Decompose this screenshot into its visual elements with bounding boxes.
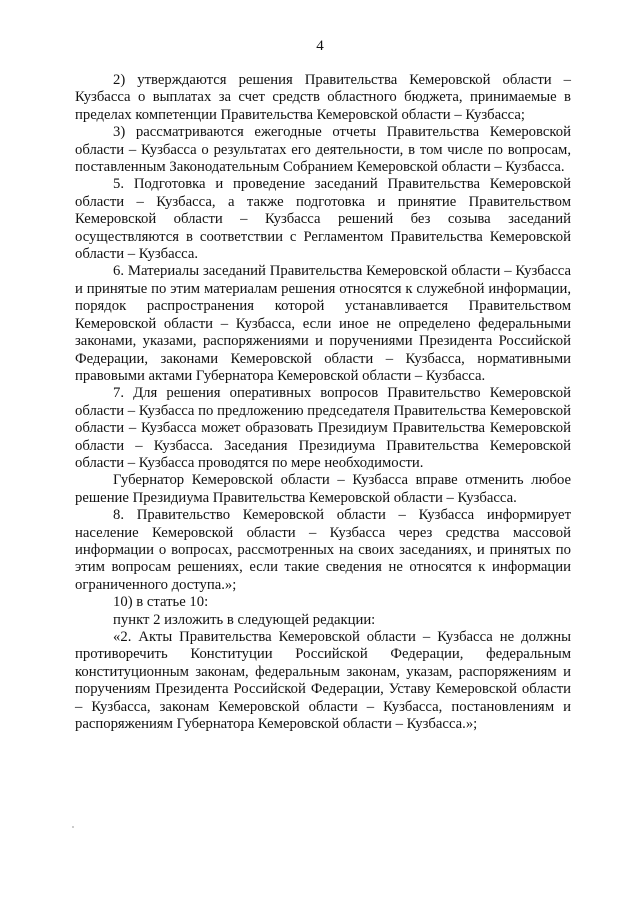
paragraph-item-10: 10) в статье 10: (113, 594, 209, 611)
paragraph-item-2: 2) утверждаются решения Правительства Кемеровской области – Кузбасса о выплатах за счет средств областного бюджета, принимаемые в пределах компетенции Правительства Кемеровской области – Кузбасса; (75, 72, 571, 123)
paragraph-clause-6: 6. Материалы заседаний Правительства Кемеровской области – Кузбасса и принятые по этим материалам решения относятся к служебной информации, порядок распространения которой устанавливается Правительством Кемеровской области – Кузбасса, если иное не определено федеральными законами, указами, распоряжениями и поручениями Президента Российской Федерации, законами Кемеровской области – Кузбасса, нормативными правовыми актами Губернатора Кемеровской области – Кузбасса. (75, 263, 571, 384)
paragraph-clause-8: 8. Правительство Кемеровской области – Кузбасса информирует население Кемеровской области – Кузбасса через средства массовой информации о вопросах, рассмотренных на своих заседаниях, и принятых по этим вопросам решениях, если такие сведения не относятся к информации ограниченного доступа.»; (75, 507, 571, 593)
scan-speck (72, 826, 74, 828)
paragraph-item-3: 3) рассматриваются ежегодные отчеты Правительства Кемеровской области – Кузбасса о результатах его деятельности, в том числе по вопросам, поставленным Законодательным Собранием Кемеровской области – Кузбасса. (75, 124, 571, 176)
paragraph-governor-right: Губернатор Кемеровской области – Кузбасса вправе отменить любое решение Президиума Правительства Кемеровской области – Кузбасса. (75, 472, 571, 506)
page-number: 4 (316, 38, 324, 54)
document-body (75, 72, 571, 733)
paragraph-clause-7: 7. Для решения оперативных вопросов Правительство Кемеровской области – Кузбасса по предложению председателя Правительства Кемеровской области – Кузбасса может образовать Президиум Правительства Кемеровской области – Кузбасса. Заседания Президиума Правительства Кемеровской области – Кузбасса проводятся по мере необходимости. (75, 385, 571, 471)
paragraph-point-2-instruction: пункт 2 изложить в следующей редакции: (113, 611, 376, 628)
paragraph-clause-5: 5. Подготовка и проведение заседаний Правительства Кемеровской области – Кузбасса, а также подготовка и принятие Правительством Кемеровской области – Кузбасса решений без созыва заседаний осуществляются в соответствии с Регламентом Правительства Кемеровской области – Кузбасса. (75, 176, 571, 263)
paragraph-point-2-text: «2. Акты Правительства Кемеровской области – Кузбасса не должны противоречить Конституции Российской Федерации, федеральным конституционным законам, федеральным законам, указам, распоряжениям и поручениям Президента Российской Федерации, Уставу Кемеровской области – Кузбасса, законам Кемеровской области – Кузбасса, постановлениям и распоряжениям Губернатора Кемеровской области – Кузбасса.»; (75, 629, 571, 733)
